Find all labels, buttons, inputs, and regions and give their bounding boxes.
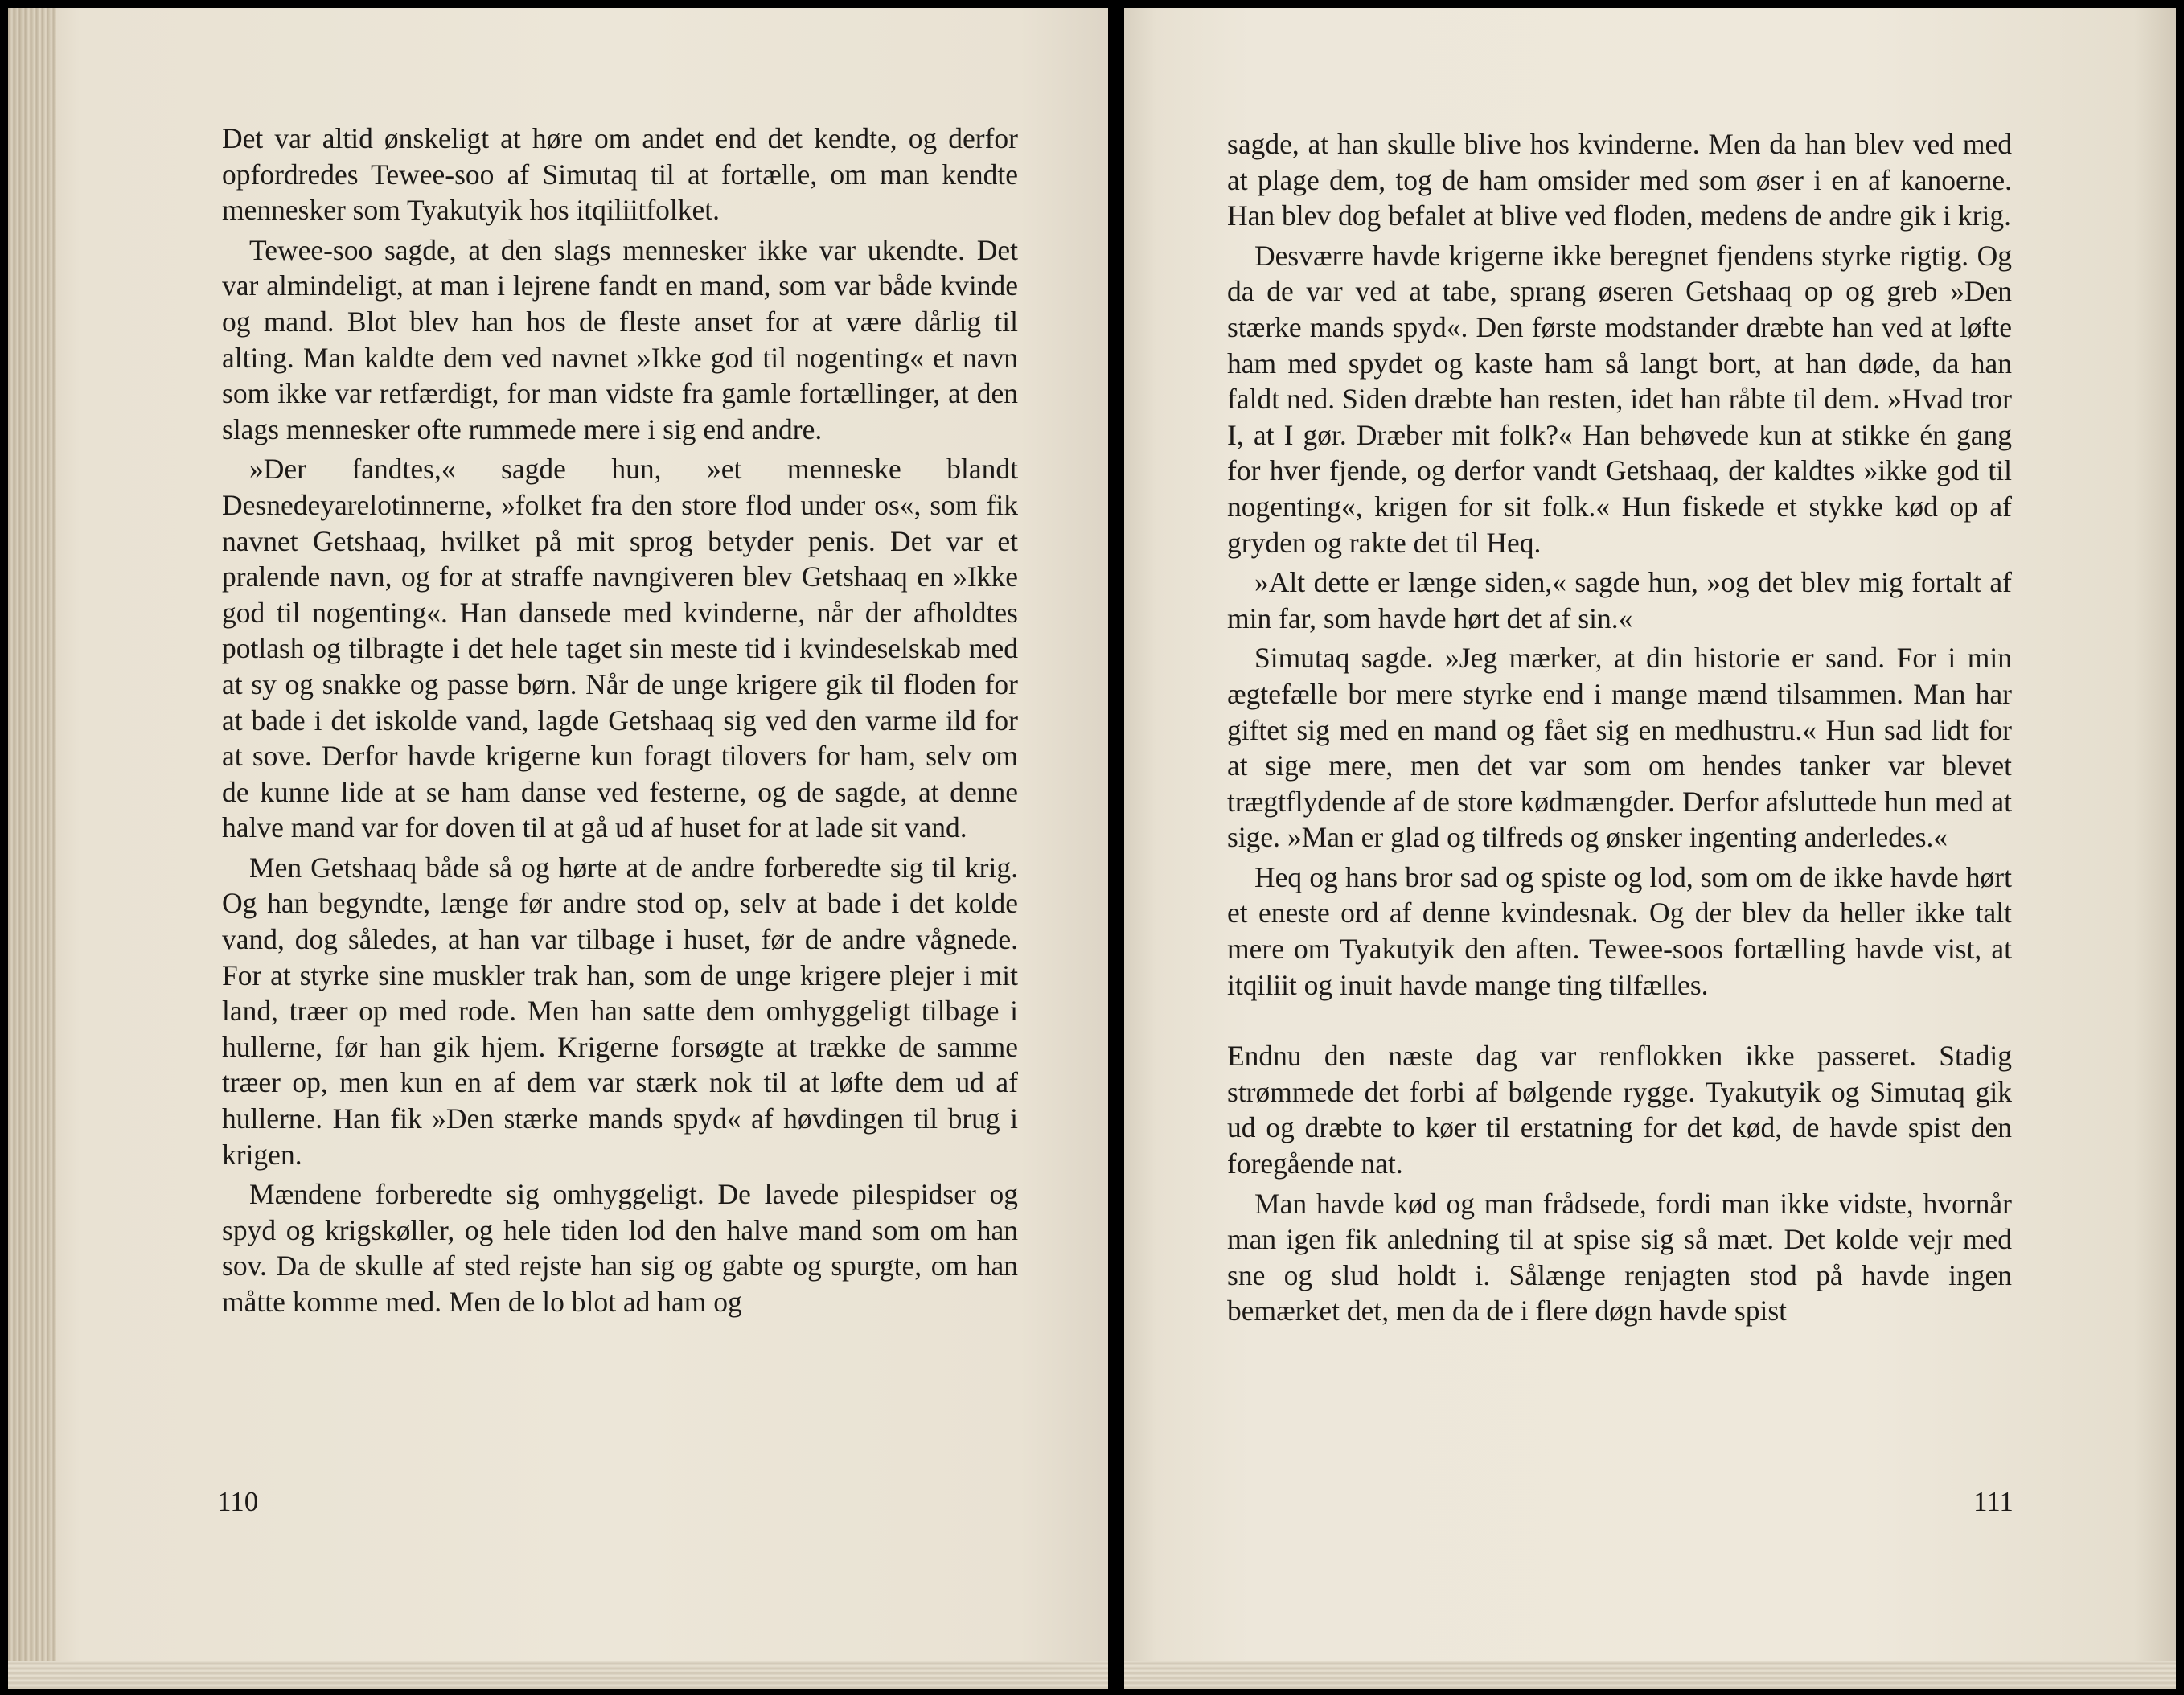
paragraph: sagde, at han skulle blive hos kvinderne. Men da han blev ved med at plage dem, tog de ham omsider med som øser i en af kanoerne. Han blev dog befalet at blive ved floden, medens de andre gik i krig. xyxy=(1227,128,2012,232)
page-number-left: 110 xyxy=(217,1486,259,1517)
paragraph: Heq og hans bror sad og spiste og lod, som om de ikke havde hørt et eneste ord af denne kvindesnak. Og der blev da heller ikke talt mere om Tyakutyik den aften. Tewee-soos fortælling havde vist, at itqiliit og inuit havde mange ting tilfælles. xyxy=(1227,860,2012,1001)
left-page-body xyxy=(222,121,1018,1324)
page-bottom-edge xyxy=(8,1661,1108,1689)
paragraph: Men Getshaaq både så og hørte at de andre forberedte sig til krig. Og han begyndte, længe før andre stod op, selv at bade i det kolde vand, dog således, at han var tilbage i huset, før de andre vågnede. For at styrke sine muskler trak han, som de unge krigere plejer i mit land, træer op med rode. Men han satte dem omhyggeligt tilbage i hullerne, før han gik hjem. Krigerne forsøgte at trække de samme træer op, men kun en af dem var stærk nok til at løfte dem ud af hullerne. Han fik »Den stærke mands spyd« af høvdingen til brug i krigen. xyxy=(222,851,1018,1171)
page-bottom-edge xyxy=(1124,1661,2176,1689)
paragraph: Man havde kød og man frådsede, fordi man ikke vidste, hvornår man igen fik anledning til at spise sig så mæt. Det kolde vejr med sne og slud holdt i. Sålænge renjagten stod på havde ingen bemærket det, men da de i flere døgn havde spist xyxy=(1227,1187,2012,1328)
left-page xyxy=(8,8,1108,1689)
paragraph: »Alt dette er længe siden,« sagde hun, »og det blev mig fortalt af min far, som havde hørt det af sin.« xyxy=(1227,566,2012,634)
paragraph: Desværre havde krigerne ikke beregnet fjendens styrke rigtig. Og da de var ved at tabe, sprang øseren Getshaaq op og greb »Den stærke mands spyd«. Den første modstander dræbte han ved at løfte ham med spydet og kaste ham så langt bort, at han døde, da han faldt ned. Siden dræbte han resten, idet han råbte til dem. »Hvad tror I, at I gør. Dræber mit folk?« Han behøvede kun at stikke én gang for hver fjende, og derfor vandt Getshaaq, der kaldtes »ikke god til nogenting«, krigen for sit folk.« Hun fiskede et stykke kød op af gryden og rakte det til Heq. xyxy=(1227,239,2012,559)
paragraph: Simutaq sagde. »Jeg mærker, at din historie er sand. For i min ægtefælle bor mere styrke end i mange mænd tilsammen. Man har giftet sig med en mand og fået sig en medhustru.« Hun sad lidt for at sige mere, men det var som om hendes tanker var blevet trægtflydende af de store kødmængder. Derfor afsluttede hun med at sige. »Man er glad og tilfreds og ønsker ingenting anderledes.« xyxy=(1227,642,2012,854)
paragraph: Tewee-soo sagde, at den slags mennesker ikke var ukendte. Det var almindeligt, at man i lejrene fandt en mand, som var både kvinde og mand. Blot blev han hos de fleste anset for at være dårlig til alting. Man kaldte dem ved navnet »Ikke god til nogenting« et navn som ikke var retfærdigt, for man vidste fra gamle fortællinger, at den slags mennesker ofte rummede mere i sig end andre. xyxy=(222,233,1018,445)
paragraph: Det var altid ønskeligt at høre om andet end det kendte, og derfor opfordredes Tewee-soo af Simutaq til at fortælle, om man kendte mennesker som Tyakutyik hos itqiliitfolket. xyxy=(222,122,1018,227)
page-edge-texture xyxy=(8,8,56,1689)
paragraph: »Der fandtes,« sagde hun, »et menneske blandt Desnedeyarelotinnerne, »folket fra den store flod under os«, som fik navnet Getshaaq, hvilket på mit sprog betyder penis. Det var et pralende navn, og for at straffe navngiveren blev Getshaaq en »Ikke god til nogenting«. Han dansede med kvinderne, når der afholdtes potlash og tilbragte i det hele taget sin meste tid i kvindeselskab med at sy og snakke og passe børn. Når de unge krigere gik til floden for at bade i det iskolde vand, lagde Getshaaq sig ved den varme ild for at sove. Derfor havde krigerne kun foragt tilovers for ham, selv om de kunne lide at se ham danse ved festerne, og de sagde, at denne halve mand var for doven til at gå ud af huset for at lade sit vand. xyxy=(222,453,1018,844)
right-page-body xyxy=(1227,126,2012,1333)
right-page xyxy=(1124,8,2176,1689)
page-number-right: 111 xyxy=(1973,1486,2014,1517)
paragraph: Mændene forberedte sig omhyggeligt. De lavede pilespidser og spyd og krigskøller, og hele tiden lod den halve mand som om han sov. Da de skulle af sted rejste han sig og gabte og spurgte, om han måtte komme med. Men de lo blot ad ham og xyxy=(222,1178,1018,1318)
paragraph: Endnu den næste dag var renflokken ikke passeret. Stadig strømmede det forbi af bølgende rygge. Tyakutyik og Simutaq gik ud og dræbte to køer til erstatning for det kød, de havde spist den foregående nat. xyxy=(1227,1040,2012,1180)
